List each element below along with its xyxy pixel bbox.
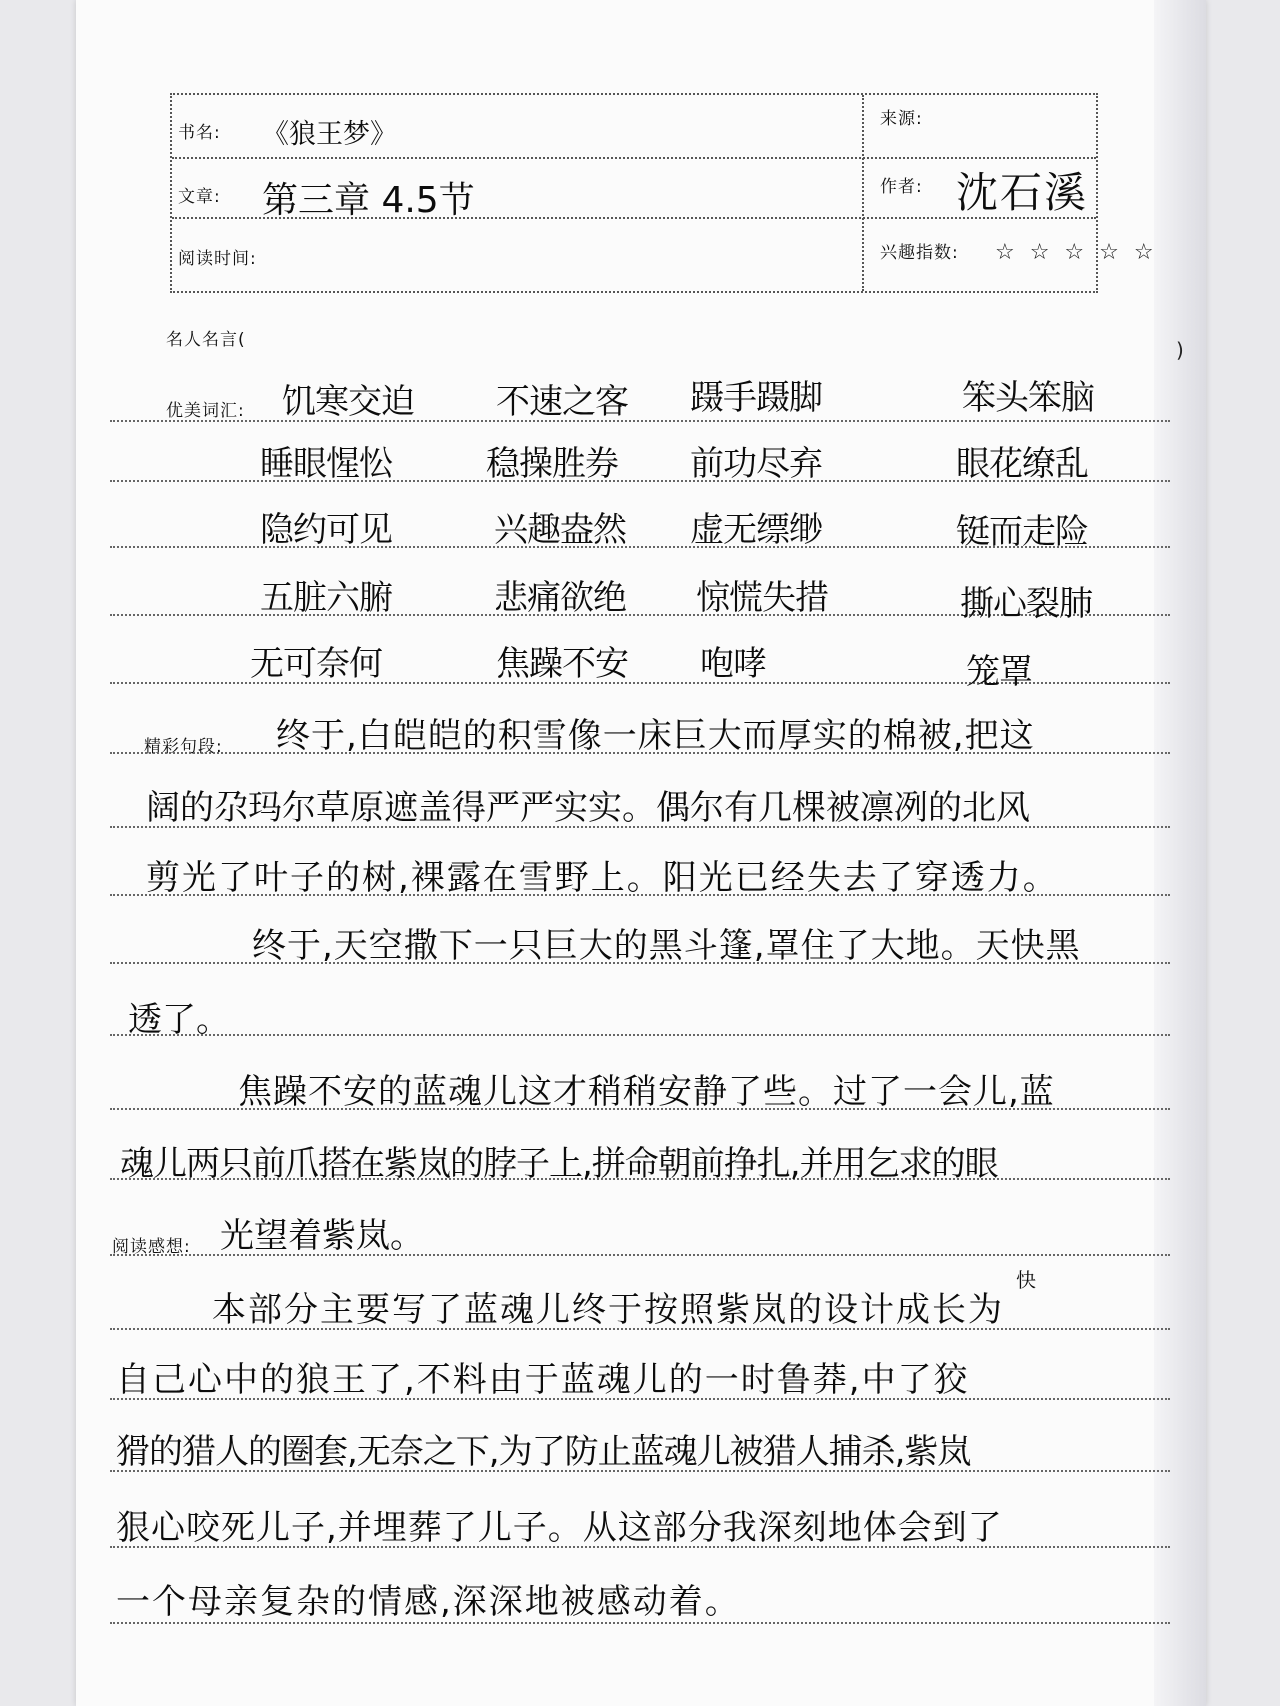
vocab-word: 眼花缭乱 [956, 444, 1088, 484]
excerpt-line: 魂儿两只前爪搭在紫岚的脖子上,拼命朝前挣扎,并用乞求的眼 [120, 1144, 998, 1184]
vocab-word: 无可奈何 [250, 644, 382, 684]
vocab-word: 兴趣盎然 [494, 510, 626, 550]
quotes-label: 名人名言( [166, 330, 246, 350]
reflection-line: 自己心中的狼王了,不料由于蓝魂儿的一时鲁莽,中了狡 [116, 1360, 970, 1400]
author-value: 沈石溪 [956, 168, 1089, 217]
vocab-word: 铤而走险 [956, 512, 1088, 552]
vocab-word: 饥寒交迫 [282, 382, 414, 422]
interest-label: 兴趣指数: [880, 243, 959, 263]
vocab-word: 焦躁不安 [496, 644, 628, 684]
correction-insert-mark: 快 [1016, 1268, 1036, 1292]
reflection-label: 阅读感想: [112, 1237, 191, 1257]
author-label: 作者: [880, 177, 923, 197]
vocab-word: 撕心裂肺 [960, 584, 1092, 624]
reading-time-label: 阅读时间: [178, 249, 257, 269]
vocab-word: 睡眼惺忪 [260, 444, 392, 484]
vocab-word: 五脏六腑 [260, 578, 392, 618]
article-label: 文章: [178, 187, 221, 207]
vocabulary-label: 优美词汇: [166, 401, 245, 421]
interest-stars-icon: ☆ ☆ ☆ ☆ ☆ [995, 240, 1158, 265]
vocab-word: 悲痛欲绝 [494, 578, 626, 618]
excerpt-line: 终于,白皑皑的积雪像一床巨大而厚实的棉被,把这 [276, 716, 1035, 756]
ruled-line [110, 1034, 1170, 1036]
vocab-word: 咆哮 [700, 644, 766, 684]
vocab-word: 蹑手蹑脚 [690, 378, 822, 418]
excerpt-line: 光望着紫岚。 [220, 1216, 424, 1256]
excerpt-line: 终于,天空撒下一只巨大的黑斗篷,罩住了大地。天快黑 [252, 926, 1081, 966]
reflection-line: 一个母亲复杂的情感,深深地被感动着。 [116, 1582, 741, 1622]
article-value: 第三章 4.5节 [262, 180, 475, 221]
vocab-word: 不速之客 [496, 382, 628, 422]
vocab-word: 前功尽弃 [690, 444, 822, 484]
book-name-value: 《狼王梦》 [262, 119, 397, 150]
vocab-word: 惊慌失措 [696, 578, 828, 618]
vocab-word: 隐约可见 [260, 510, 392, 550]
excerpt-line: 透了。 [128, 1000, 230, 1040]
excerpt-line: 焦躁不安的蓝魂儿这才稍稍安静了些。过了一会儿,蓝 [238, 1072, 1055, 1112]
page-edge-shadow [1154, 0, 1206, 1706]
reflection-line: 狠心咬死儿子,并埋葬了儿子。从这部分我深刻地体会到了 [116, 1508, 1003, 1548]
ruled-line [110, 420, 1170, 422]
quotes-close-bracket: ) [1176, 338, 1184, 362]
vocab-word: 稳操胜券 [486, 444, 618, 484]
source-label: 来源: [880, 109, 923, 129]
table-divider-vertical [862, 95, 864, 291]
vocab-word: 笼罩 [966, 652, 1032, 692]
reflection-line: 猾的猎人的圈套,无奈之下,为了防止蓝魂儿被猎人捕杀,紫岚 [116, 1432, 971, 1472]
excerpt-label: 精彩句段: [144, 737, 223, 757]
table-divider-row1 [172, 157, 1096, 159]
reflection-line: 本部分主要写了蓝魂儿终于按照紫岚的设计成长为 [212, 1290, 1004, 1330]
excerpt-line: 剪光了叶子的树,裸露在雪野上。阳光已经失去了穿透力。 [146, 858, 1059, 898]
book-name-label: 书名: [178, 123, 221, 143]
vocab-word: 笨头笨脑 [962, 378, 1094, 418]
vocab-word: 虚无缥缈 [690, 510, 822, 550]
excerpt-line: 阔的尕玛尔草原遮盖得严严实实。偶尔有几棵被凛冽的北风 [146, 788, 1030, 828]
